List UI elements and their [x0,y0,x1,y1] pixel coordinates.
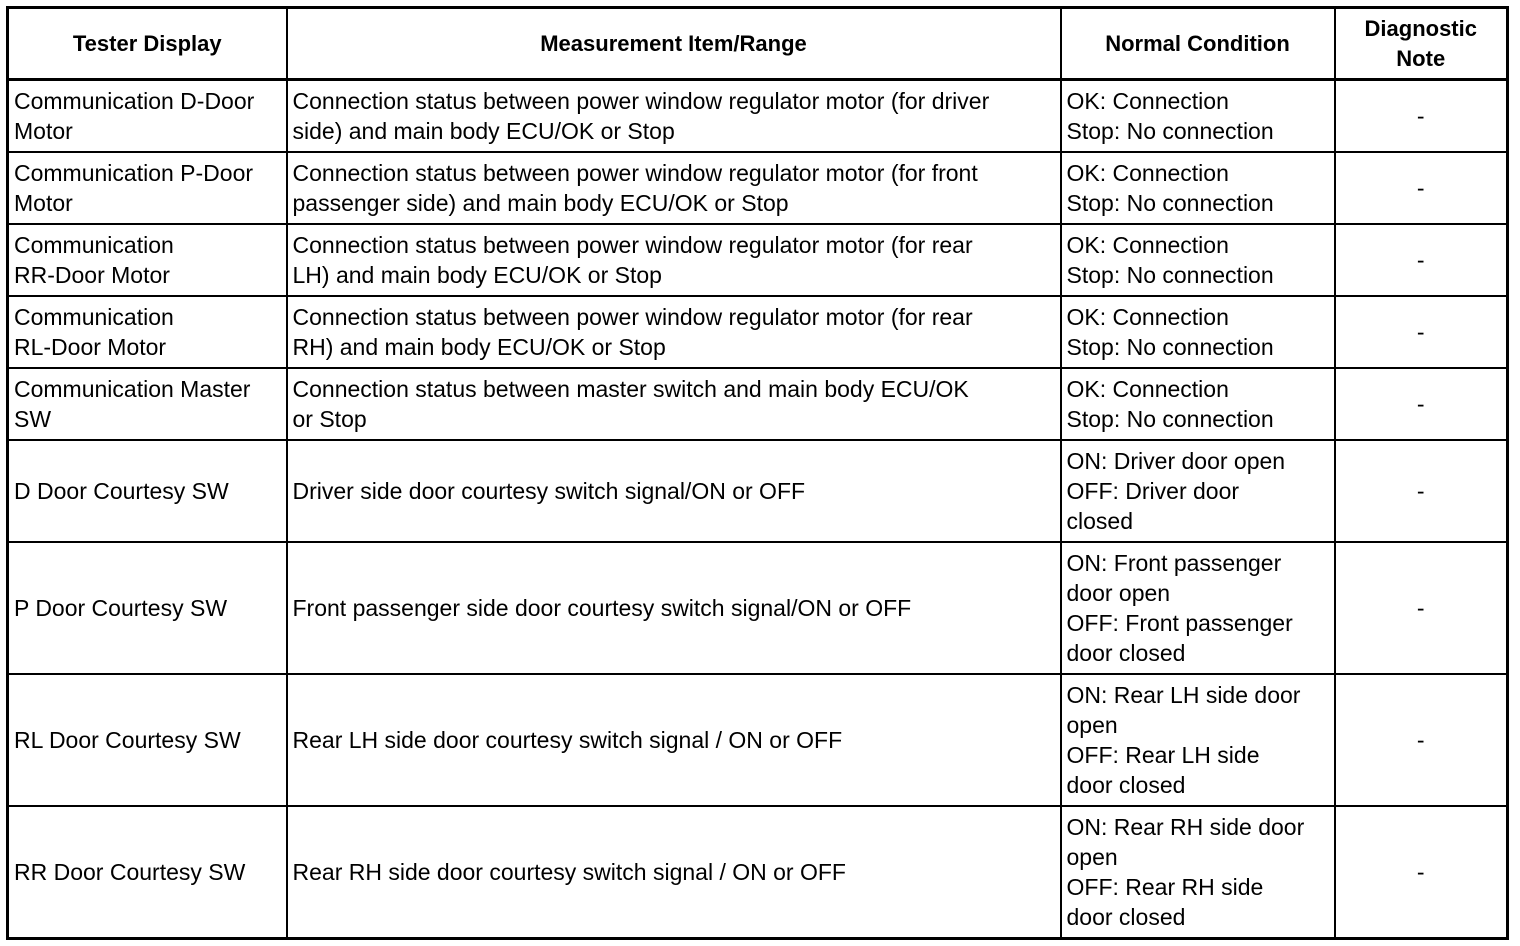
tester-display-cell [8,542,287,674]
table-row [8,296,1508,368]
normal-condition-cell-line: OFF: Driver door [1066,477,1240,504]
measurement-cell-line: Connection status between power window regulator motor (for rear [292,231,973,258]
measurement-cell-line: Front passenger side door courtesy switch signal/ON or OFF [292,595,912,622]
measurement-cell-line: or Stop [292,405,367,432]
table-row [8,224,1508,296]
tester-display-cell-line: D Door Courtesy SW [14,477,229,504]
normal-condition-cell [1061,806,1335,938]
normal-condition-cell-line: door closed [1066,904,1186,931]
tester-display-cell-line: RR Door Courtesy SW [14,859,246,886]
table-row [8,674,1508,806]
table-row [8,440,1508,542]
normal-condition-cell-line: Stop: No connection [1066,333,1274,360]
measurement-cell [287,296,1061,368]
tester-display-cell-line: Motor [14,189,73,216]
header-diagnostic-note [1335,8,1508,80]
measurement-cell-line: Driver side door courtesy switch signal/ON or OFF [292,477,806,504]
normal-condition-cell-line: Stop: No connection [1066,189,1274,216]
normal-condition-cell-line: Stop: No connection [1066,261,1274,288]
diagnostic-note-cell: - [1335,368,1508,440]
tester-display-cell [8,152,287,224]
table-row [8,806,1508,938]
tester-display-cell-line: Communication [14,231,174,258]
tester-display-cell [8,806,287,938]
measurement-cell-line: passenger side) and main body ECU/OK or Stop [292,189,789,216]
diagnostic-data-table [6,6,1509,940]
normal-condition-cell-line: OFF: Rear LH side [1066,742,1260,769]
measurement-cell-line: side) and main body ECU/OK or Stop [292,117,675,144]
measurement-cell [287,806,1061,938]
normal-condition-cell-line: OK: Connection [1066,231,1229,258]
diagnostic-note-cell: - [1335,296,1508,368]
diagnostic-note-cell: - [1335,542,1508,674]
measurement-cell [287,80,1061,152]
measurement-cell-line: LH) and main body ECU/OK or Stop [292,261,662,288]
tester-display-cell-line: Communication Master [14,375,251,402]
tester-display-cell [8,368,287,440]
normal-condition-cell-line: door closed [1066,772,1186,799]
measurement-cell [287,440,1061,542]
tester-display-cell [8,440,287,542]
measurement-cell [287,368,1061,440]
normal-condition-cell-line: door closed [1066,640,1186,667]
header-normal-condition: Normal Condition [1061,8,1335,80]
normal-condition-cell-line: OFF: Front passenger [1066,610,1293,637]
tester-display-cell-line: Communication P-Door [14,159,254,186]
table-row [8,542,1508,674]
tester-display-cell-line: RL Door Courtesy SW [14,727,241,754]
measurement-cell-line: Rear LH side door courtesy switch signal / ON or OFF [292,727,843,754]
tester-display-cell-line: SW [14,405,52,432]
tester-display-cell [8,80,287,152]
normal-condition-cell-line: ON: Front passenger [1066,550,1282,577]
normal-condition-cell-line: Stop: No connection [1066,405,1274,432]
tester-display-cell [8,296,287,368]
measurement-cell-line: RH) and main body ECU/OK or Stop [292,333,666,360]
diagnostic-note-cell: - [1335,806,1508,938]
normal-condition-cell-line: Stop: No connection [1066,117,1274,144]
normal-condition-cell [1061,152,1335,224]
header-row [8,8,1508,80]
diagnostic-note-cell: - [1335,80,1508,152]
normal-condition-cell-line: open [1066,712,1118,739]
measurement-cell [287,674,1061,806]
normal-condition-cell-line: closed [1066,507,1133,534]
normal-condition-cell-line: open [1066,844,1118,871]
tester-display-cell [8,224,287,296]
normal-condition-cell-line: OK: Connection [1066,159,1229,186]
table-row [8,368,1508,440]
normal-condition-cell [1061,542,1335,674]
measurement-cell [287,152,1061,224]
tester-display-cell-line: Communication D-Door [14,87,255,114]
normal-condition-cell-line: ON: Driver door open [1066,447,1286,474]
measurement-cell-line: Connection status between power window regulator motor (for driver [292,87,990,114]
measurement-cell [287,542,1061,674]
normal-condition-cell [1061,224,1335,296]
tester-display-cell-line: RR-Door Motor [14,261,170,288]
normal-condition-cell-line: OK: Connection [1066,303,1229,330]
tester-display-cell-line: P Door Courtesy SW [14,595,228,622]
table-body [8,80,1508,939]
normal-condition-cell-line: door open [1066,580,1171,607]
measurement-cell [287,224,1061,296]
normal-condition-cell [1061,296,1335,368]
normal-condition-cell [1061,440,1335,542]
diagnostic-note-cell: - [1335,152,1508,224]
normal-condition-cell [1061,368,1335,440]
tester-display-cell-line: RL-Door Motor [14,333,167,360]
normal-condition-cell-line: ON: Rear LH side door [1066,682,1301,709]
normal-condition-cell-line: OK: Connection [1066,87,1229,114]
tester-display-cell [8,674,287,806]
measurement-cell-line: Connection status between power window regulator motor (for front [292,159,978,186]
header-tester-display: Tester Display [8,8,287,80]
header-diagnostic-note-line1: Diagnostic [1364,15,1477,41]
diagnostic-note-cell: - [1335,440,1508,542]
normal-condition-cell [1061,674,1335,806]
table-row [8,152,1508,224]
tester-display-cell-line: Motor [14,117,73,144]
normal-condition-cell-line: OFF: Rear RH side [1066,874,1264,901]
header-measurement-item: Measurement Item/Range [287,8,1061,80]
measurement-cell-line: Connection status between power window regulator motor (for rear [292,303,973,330]
normal-condition-cell [1061,80,1335,152]
diagnostic-table-container [6,6,1506,940]
diagnostic-note-cell: - [1335,224,1508,296]
header-diagnostic-note-line2: Note [1396,45,1446,71]
diagnostic-note-cell: - [1335,674,1508,806]
normal-condition-cell-line: OK: Connection [1066,375,1229,402]
table-row [8,80,1508,152]
measurement-cell-line: Connection status between master switch and main body ECU/OK [292,375,969,402]
measurement-cell-line: Rear RH side door courtesy switch signal / ON or OFF [292,859,846,886]
tester-display-cell-line: Communication [14,303,174,330]
normal-condition-cell-line: ON: Rear RH side door [1066,814,1305,841]
